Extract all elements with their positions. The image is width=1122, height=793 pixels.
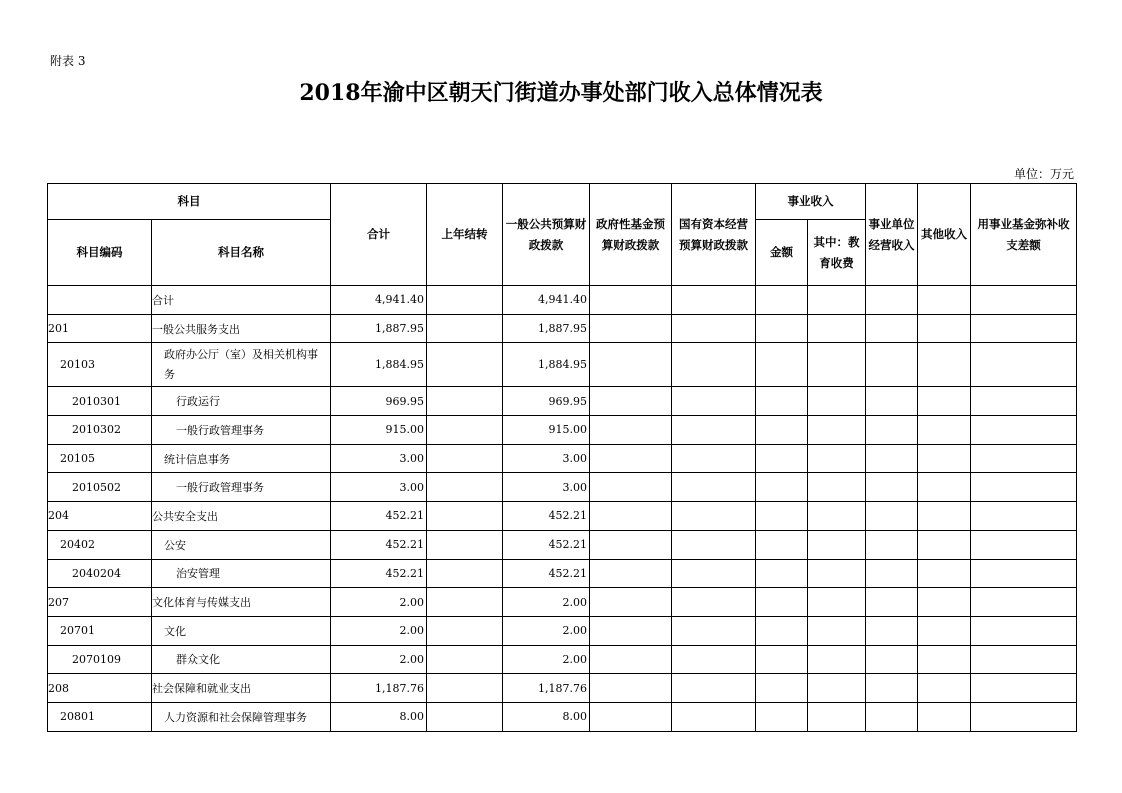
table-row [48,444,1077,473]
cell-carryover [427,616,503,645]
cell-other-income [918,702,971,731]
cell-carryover [427,387,503,416]
cell-total: 3.00 [331,473,427,502]
cell-carryover [427,444,503,473]
cell-state-capital [672,588,756,617]
table-row [48,588,1077,617]
cell-name: 行政运行 [152,387,331,416]
cell-edu-fee [808,444,866,473]
cell-edu-fee [808,314,866,343]
cell-amount [756,559,808,588]
cell-fund-supplement [971,674,1077,703]
cell-code: 2040204 [48,559,152,588]
cell-edu-fee [808,588,866,617]
cell-fund-supplement [971,473,1077,502]
cell-carryover [427,314,503,343]
table-row [48,645,1077,674]
cell-total: 452.21 [331,530,427,559]
cell-gov-fund [590,559,672,588]
table-row [48,616,1077,645]
annex-label: 附表 3 [50,54,86,68]
cell-code: 20801 [48,702,152,731]
cell-code: 2070109 [48,645,152,674]
header-general-budget: 一般公共预算财政拨款 [503,184,590,286]
cell-total: 2.00 [331,616,427,645]
header-amount: 金额 [756,220,808,286]
cell-gov-fund [590,387,672,416]
cell-edu-fee [808,530,866,559]
cell-total: 452.21 [331,502,427,531]
table-body [48,286,1077,732]
header-total: 合计 [331,184,427,286]
cell-edu-fee [808,559,866,588]
cell-operating-income [866,473,918,502]
cell-operating-income [866,387,918,416]
cell-total: 1,887.95 [331,314,427,343]
cell-gov-fund [590,286,672,315]
cell-state-capital [672,444,756,473]
cell-operating-income [866,286,918,315]
cell-state-capital [672,314,756,343]
cell-carryover [427,416,503,445]
cell-edu-fee [808,502,866,531]
cell-other-income [918,473,971,502]
cell-carryover [427,502,503,531]
cell-name: 合计 [152,286,331,315]
cell-fund-supplement [971,616,1077,645]
table-row [48,559,1077,588]
cell-operating-income [866,616,918,645]
cell-carryover [427,674,503,703]
cell-amount [756,387,808,416]
cell-code [48,286,152,315]
cell-carryover [427,473,503,502]
header-operating-income: 事业单位经营收入 [866,184,918,286]
cell-code: 20402 [48,530,152,559]
cell-total: 1,884.95 [331,343,427,387]
cell-state-capital [672,616,756,645]
cell-code: 2010502 [48,473,152,502]
cell-state-capital [672,674,756,703]
cell-name: 社会保障和就业支出 [152,674,331,703]
table-row [48,674,1077,703]
cell-state-capital [672,645,756,674]
cell-general-budget: 452.21 [503,502,590,531]
cell-fund-supplement [971,559,1077,588]
cell-fund-supplement [971,588,1077,617]
cell-amount [756,674,808,703]
cell-other-income [918,674,971,703]
cell-amount [756,645,808,674]
cell-name: 文化 [152,616,331,645]
cell-name: 人力资源和社会保障管理事务 [152,702,331,731]
cell-fund-supplement [971,530,1077,559]
cell-general-budget: 1,187.76 [503,674,590,703]
header-business-income: 事业收入 [756,184,866,220]
cell-total: 8.00 [331,702,427,731]
cell-amount [756,588,808,617]
cell-other-income [918,502,971,531]
cell-operating-income [866,645,918,674]
table-row [48,286,1077,315]
cell-amount [756,502,808,531]
table-row [48,387,1077,416]
cell-general-budget: 1,884.95 [503,343,590,387]
cell-general-budget: 452.21 [503,559,590,588]
cell-code: 201 [48,314,152,343]
page-title: 2018年渝中区朝天门街道办事处部门收入总体情况表 [299,80,823,106]
header-fund-supplement: 用事业基金弥补收支差额 [971,184,1077,286]
cell-other-income [918,343,971,387]
table-row [48,343,1077,387]
cell-other-income [918,559,971,588]
cell-general-budget: 2.00 [503,588,590,617]
cell-general-budget: 1,887.95 [503,314,590,343]
cell-total: 4,941.40 [331,286,427,315]
cell-amount [756,473,808,502]
header-name: 科目名称 [152,220,331,286]
cell-state-capital [672,343,756,387]
cell-other-income [918,286,971,315]
cell-amount [756,314,808,343]
cell-carryover [427,588,503,617]
cell-code: 2010302 [48,416,152,445]
cell-code: 20105 [48,444,152,473]
cell-name: 一般行政管理事务 [152,416,331,445]
cell-other-income [918,314,971,343]
cell-fund-supplement [971,645,1077,674]
cell-carryover [427,286,503,315]
cell-gov-fund [590,343,672,387]
cell-code: 207 [48,588,152,617]
cell-fund-supplement [971,416,1077,445]
cell-general-budget: 3.00 [503,444,590,473]
cell-state-capital [672,387,756,416]
cell-other-income [918,588,971,617]
cell-total: 2.00 [331,588,427,617]
cell-state-capital [672,286,756,315]
cell-state-capital [672,416,756,445]
cell-amount [756,343,808,387]
cell-name: 政府办公厅（室）及相关机构事务 [152,343,331,387]
cell-edu-fee [808,473,866,502]
cell-general-budget: 8.00 [503,702,590,731]
cell-general-budget: 969.95 [503,387,590,416]
cell-name: 群众文化 [152,645,331,674]
header-subject: 科目 [48,184,331,220]
cell-other-income [918,416,971,445]
cell-carryover [427,702,503,731]
cell-fund-supplement [971,702,1077,731]
cell-code: 204 [48,502,152,531]
cell-name: 公共安全支出 [152,502,331,531]
cell-carryover [427,559,503,588]
cell-code: 208 [48,674,152,703]
cell-name: 公安 [152,530,331,559]
cell-operating-income [866,416,918,445]
cell-edu-fee [808,616,866,645]
cell-amount [756,616,808,645]
cell-amount [756,702,808,731]
cell-edu-fee [808,674,866,703]
header-gov-fund: 政府性基金预算财政拨款 [590,184,672,286]
cell-general-budget: 452.21 [503,530,590,559]
cell-operating-income [866,343,918,387]
cell-carryover [427,645,503,674]
cell-other-income [918,530,971,559]
cell-gov-fund [590,702,672,731]
cell-amount [756,530,808,559]
cell-gov-fund [590,645,672,674]
unit-label: 单位：万元 [1013,167,1074,181]
cell-fund-supplement [971,444,1077,473]
cell-other-income [918,387,971,416]
cell-state-capital [672,702,756,731]
header-other-income: 其他收入 [918,184,971,286]
cell-total: 969.95 [331,387,427,416]
cell-fund-supplement [971,286,1077,315]
cell-general-budget: 915.00 [503,416,590,445]
cell-fund-supplement [971,314,1077,343]
cell-total: 2.00 [331,645,427,674]
table-row [48,416,1077,445]
cell-edu-fee [808,645,866,674]
cell-state-capital [672,502,756,531]
cell-gov-fund [590,616,672,645]
cell-name: 一般公共服务支出 [152,314,331,343]
table-row [48,530,1077,559]
cell-name: 治安管理 [152,559,331,588]
cell-total: 452.21 [331,559,427,588]
cell-gov-fund [590,444,672,473]
cell-fund-supplement [971,343,1077,387]
table-row [48,473,1077,502]
cell-gov-fund [590,416,672,445]
cell-state-capital [672,559,756,588]
cell-name: 一般行政管理事务 [152,473,331,502]
cell-total: 915.00 [331,416,427,445]
table-row [48,314,1077,343]
table-row [48,702,1077,731]
cell-code: 20103 [48,343,152,387]
cell-gov-fund [590,530,672,559]
cell-operating-income [866,502,918,531]
cell-general-budget: 2.00 [503,616,590,645]
cell-other-income [918,645,971,674]
cell-operating-income [866,444,918,473]
header-carryover: 上年结转 [427,184,503,286]
table-row [48,502,1077,531]
cell-name: 统计信息事务 [152,444,331,473]
cell-carryover [427,343,503,387]
cell-operating-income [866,588,918,617]
cell-carryover [427,530,503,559]
cell-gov-fund [590,588,672,617]
cell-operating-income [866,559,918,588]
cell-operating-income [866,314,918,343]
header-code: 科目编码 [48,220,152,286]
cell-name: 文化体育与传媒支出 [152,588,331,617]
cell-general-budget: 3.00 [503,473,590,502]
cell-amount [756,444,808,473]
cell-code: 2010301 [48,387,152,416]
cell-operating-income [866,674,918,703]
header-edu-fee: 其中：教育收费 [808,220,866,286]
cell-edu-fee [808,702,866,731]
cell-operating-income [866,530,918,559]
cell-fund-supplement [971,502,1077,531]
cell-general-budget: 4,941.40 [503,286,590,315]
cell-total: 1,187.76 [331,674,427,703]
cell-amount [756,416,808,445]
cell-other-income [918,616,971,645]
cell-other-income [918,444,971,473]
cell-gov-fund [590,314,672,343]
cell-state-capital [672,473,756,502]
income-table [47,183,1077,732]
cell-gov-fund [590,473,672,502]
cell-general-budget: 2.00 [503,645,590,674]
cell-gov-fund [590,674,672,703]
cell-gov-fund [590,502,672,531]
cell-state-capital [672,530,756,559]
header-state-capital: 国有资本经营预算财政拨款 [672,184,756,286]
cell-fund-supplement [971,387,1077,416]
cell-amount [756,286,808,315]
cell-total: 3.00 [331,444,427,473]
cell-edu-fee [808,416,866,445]
cell-operating-income [866,702,918,731]
cell-edu-fee [808,343,866,387]
cell-edu-fee [808,387,866,416]
cell-code: 20701 [48,616,152,645]
cell-edu-fee [808,286,866,315]
